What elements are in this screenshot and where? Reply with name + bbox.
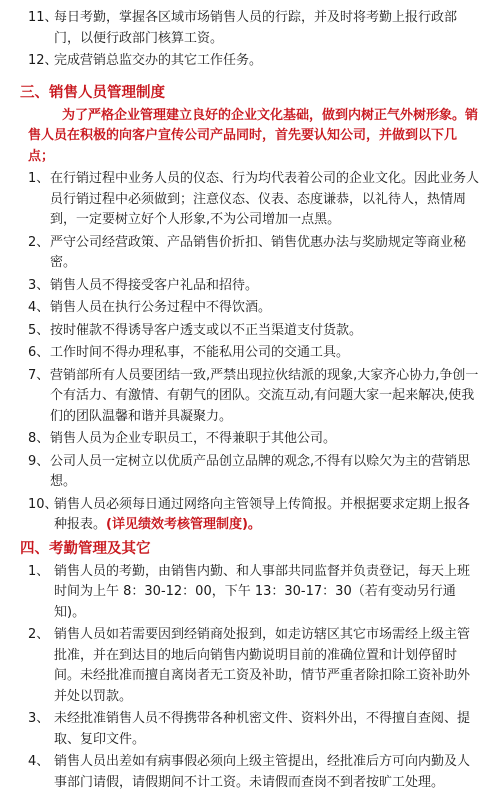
item-text: 销售人员不得接受客户礼品和招待。 xyxy=(50,278,258,293)
item-number: 7、 xyxy=(28,366,49,387)
section-intro: 为了严格企业管理建立良好的企业文化基础，做到内树正气外树形象。销售人员在积极的向客户宣传公司产品同时，首先要认知公司，并做到以下几点； xyxy=(28,106,482,168)
item-text: 每日考勤，掌握各区域市场销售人员的行踪，并及时将考勤上报行政部门，以便行政部门核算工资。 xyxy=(54,10,457,46)
list-item xyxy=(28,495,482,536)
list-item xyxy=(28,429,482,450)
item-text: 在行销过程中业务人员的仪态、行为均代表着公司的企业文化。因此业务人员行销过程中必须做到；注意仪态、仪表、态度谦恭，以礼待人，热情周到，一定要树立好个人形象,不为公司增加一点黑。 xyxy=(50,171,479,227)
list-item xyxy=(28,233,482,274)
item-text: 未经批准销售人员不得携带各种机密文件、资料外出，不得擅自查阅、提取、复印文件。 xyxy=(54,711,470,747)
list-item xyxy=(28,321,482,342)
list-item xyxy=(28,709,482,750)
rules-list xyxy=(28,169,482,536)
list-item xyxy=(28,276,482,297)
item-number: 9、 xyxy=(28,452,49,473)
item-number: 3、 xyxy=(28,276,49,297)
item-text: 严守公司经营政策、产品销售价折扣、销售优惠办法与奖励规定等商业秘密。 xyxy=(50,235,466,271)
item-number: 12、 xyxy=(28,51,58,72)
item-text: 销售人员出差如有病事假必须向上级主管提出，经批准后方可向内勤及人事部门请假，请假期间不计工资。未请假而查岗不到者按旷工处理。 xyxy=(54,754,470,790)
item-number: 2、 xyxy=(28,625,49,646)
list-item xyxy=(28,752,482,793)
item-text: 完成营销总监交办的其它工作任务。 xyxy=(54,53,262,68)
item-number: 8、 xyxy=(28,429,49,450)
list-item xyxy=(28,452,482,493)
list-item xyxy=(28,8,482,49)
item-number: 1、 xyxy=(28,562,49,583)
top-list xyxy=(28,8,482,72)
item-text: 按时催款不得诱导客户透支或以不正当渠道支付货款。 xyxy=(50,323,362,338)
list-item xyxy=(28,562,482,624)
item-number: 4、 xyxy=(28,752,49,773)
item-number: 6、 xyxy=(28,343,49,364)
item-number: 2、 xyxy=(28,233,49,254)
item-text: 销售人员必须每日通过网络向主管领导上传简报。并根据要求定期上报各种报表。 xyxy=(54,497,470,533)
item-text: 营销部所有人员要团结一致,严禁出现拉伙结派的现象,大家齐心协力,争创一个有活力、有激情、有朝气的团队。交流互动,有问题大家一起来解决,使我们的团队温馨和谐并具凝聚力。 xyxy=(50,368,478,424)
list-item xyxy=(28,625,482,707)
list-item xyxy=(28,298,482,319)
item-number: 5、 xyxy=(28,321,49,342)
list-item xyxy=(28,366,482,428)
item-number: 1、 xyxy=(28,169,49,190)
item-text: 销售人员的考勤，由销售内勤、和人事部共同监督并负责登记，每天上班时间为上午 8：30-12：00，下午 13：30-17：30（若有变动另行通知)。 xyxy=(54,564,470,620)
section-heading: 三、销售人员管理制度 xyxy=(20,82,482,104)
section-heading: 四、考勤管理及其它 xyxy=(20,538,482,560)
list-item xyxy=(28,343,482,364)
item-number: 3、 xyxy=(28,709,49,730)
item-text: 销售人员如若需要因到经销商处报到，如走访辖区其它市场需经上级主管批准，并在到达目的地后向销售内勤说明目前的准确位置和计划停留时间。未经批准而擅自离岗者无工资及补助，情节严重者除扣除工资补助外并处以罚款。 xyxy=(54,627,470,704)
item-text: 销售人员在执行公务过程中不得饮酒。 xyxy=(50,300,271,315)
item-note: (详见绩效考核管理制度)。 xyxy=(106,517,261,532)
item-number: 10、 xyxy=(28,495,58,516)
item-text: 公司人员一定树立以优质产品创立品牌的观念,不得有以赊欠为主的营销思想。 xyxy=(50,454,470,490)
list-item xyxy=(28,169,482,231)
item-text: 销售人员为企业专职员工，不得兼职于其他公司。 xyxy=(50,431,336,446)
list-item xyxy=(28,51,482,72)
item-number: 11、 xyxy=(28,8,58,29)
item-text: 工作时间不得办理私事，不能私用公司的交通工具。 xyxy=(50,345,349,360)
item-number: 4、 xyxy=(28,298,49,319)
attendance-list xyxy=(28,562,482,793)
